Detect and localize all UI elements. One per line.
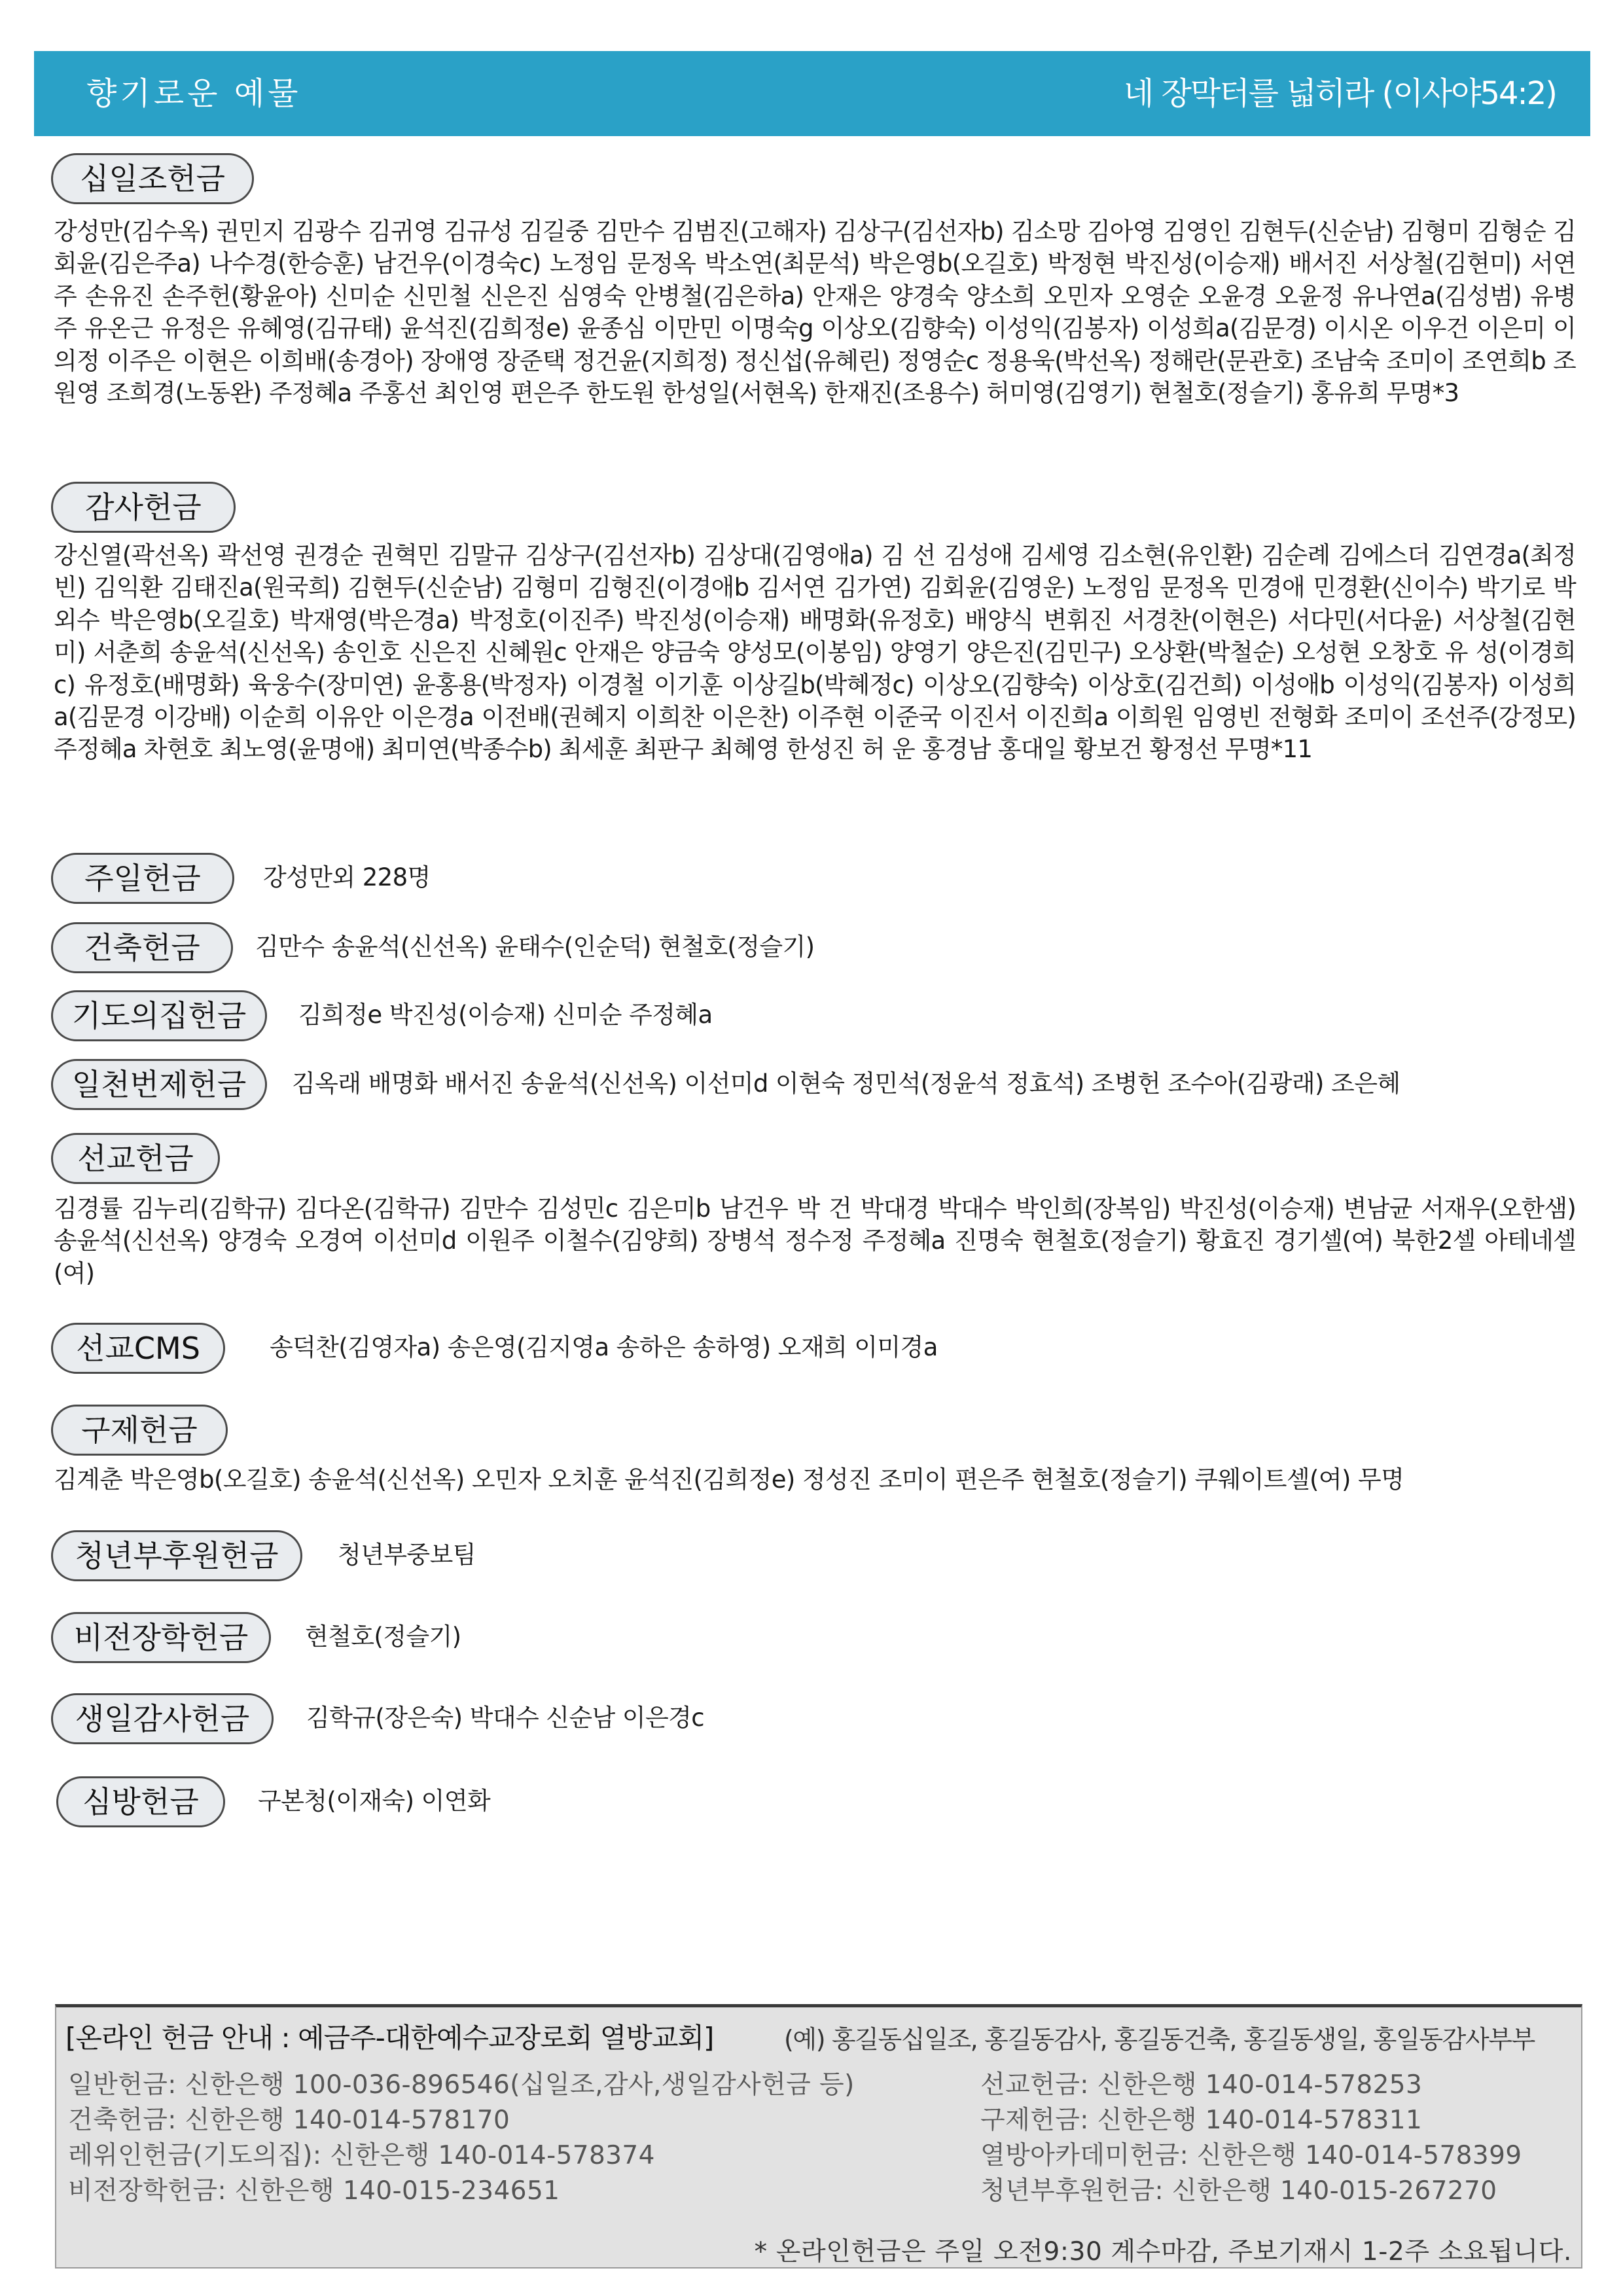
account-building: 건축헌금: 신한은행 140-014-578170 [68, 2106, 510, 2135]
vision-label: 비전장학헌금 [51, 1612, 271, 1663]
online-offering-title: [온라인 헌금 안내 : 예금주-대한예수교장로회 열방교회] [65, 2022, 714, 2054]
header-bar [34, 51, 1590, 136]
visit-names: 구본청(이재숙) 이연화 [258, 1787, 491, 1815]
youth-names: 청년부중보팀 [338, 1541, 476, 1569]
relief-label: 구제헌금 [51, 1405, 228, 1456]
mission-cms-label: 선교CMS [51, 1323, 225, 1374]
mission-cms-names: 송덕찬(김영자a) 송은영(김지영a 송하은 송하영) 오재희 이미경a [270, 1333, 938, 1361]
account-mission: 선교헌금: 신한은행 140-014-578253 [980, 2070, 1423, 2100]
youth-label: 청년부후원헌금 [51, 1530, 302, 1581]
tithe-label: 십일조헌금 [51, 153, 254, 204]
account-relief: 구제헌금: 신한은행 140-014-578311 [980, 2106, 1423, 2135]
sunday-label: 주일헌금 [51, 853, 234, 904]
account-academy: 열방아카데미헌금: 신한은행 140-014-578399 [980, 2141, 1522, 2170]
tithe-names: 강성만(김수옥) 권민지 김광수 김귀영 김규성 김길중 김만수 김범진(고해자) 김상구(김선자b) 김소망 김아영 김영인 김현두(신순남) 김형미 김형순 김회윤(김은주a) 나수경(한승훈) 남건우(이경숙c) 노정임 문정옥 박소연(최문석) 박은영b(오길호) 박정현 박진성(이승재) 배서진 서상철(김현미) 서연주 손유진 손주헌(황윤아) 신미순 신민철 신은진 심영숙 안병철(김은하a) 안재은 양경숙 양소희 오민자 오영순 오윤경 오윤정 유나연a(김성범) 유병주 유온근 유정은 유혜영(김규태) 윤석진(김희정e) 윤종심 이만민 이명숙g 이상오(김향숙) 이성익(김봉자) 이성희a(김문경) 이시온 이우건 이은미 이의정 이주은 이현은 이희배(송경아) 장애영 장준택 정건윤(지희정) 정신섭(유혜린) 정영순c 정용욱(박선옥) 정해란(문관호) 조남숙 조미이 조연희b 조원영 조희경(노동완) 주정혜a 주홍선 최인영 편은주 한도원 한성일(서현옥) 한재진(조용수) 허미영(김영기) 현철호(정슬기) 홍유희 무명*3 [54, 217, 1576, 408]
mission-label: 선교헌금 [51, 1133, 220, 1184]
thanks-names: 강신열(곽선옥) 곽선영 권경순 권혁민 김말규 김상구(김선자b) 김상대(김영애a) 김 선 김성애 김세영 김소현(유인환) 김순례 김에스더 김연경a(최정빈) 김익환 김태진a(원국희) 김현두(신순남) 김형미 김형진(이경애b 김서연 김가연) 김회윤(김영운) 노정임 문정옥 민경애 민경환(신이수) 박기로 박외수 박은영b(오길호) 박재영(박은경a) 박정호(이진주) 박진성(이승재) 배명화(유정호) 배양식 변휘진 서경찬(이현은) 서다민(서다윤) 서상철(김현미) 서춘희 송윤석(신선옥) 송인호 신은진 신혜원c 안재은 양금숙 양성모(이봉임) 양영기 양은진(김민구) 오상환(박철순) 오성현 오창호 유 성(이경희c) 유정호(배명화) 육웅수(장미연) 윤홍용(박정자) 이경철 이기훈 이상길b(박혜정c) 이상오(김향숙) 이상호(김건희) 이성애b 이성익(김봉자) 이성희a(김문경 이강배) 이순희 이유안 이은경a 이전배(권혜지 이희찬 이은찬) 이주현 이준국 이진서 이진희a 이희원 임영빈 전형화 조미이 조선주(강정모) 주정혜a 차현호 최노영(윤명애) 최미연(박종수b) 최세훈 최판구 최혜영 한성진 허 운 홍경남 홍대일 황보건 황정선 무명*11 [54, 541, 1576, 764]
prayer-house-label: 기도의집헌금 [51, 990, 267, 1041]
account-general: 일반헌금: 신한은행 100-036-896546(십일조,감사,생일감사헌금 등) [68, 2070, 855, 2100]
mission-names: 김경률 김누리(김학규) 김다온(김학규) 김만수 김성민c 김은미b 남건우 박 건 박대경 박대수 박인희(장복임) 박진성(이승재) 변남균 서재우(오한샘) 송윤석(신선옥) 양경숙 오경여 이선미d 이원주 이철수(김양희) 장병석 정수정 주정혜a 진명숙 현철호(정슬기) 황효진 경기셀(여) 북한2셀 아테네셀(여) [54, 1194, 1576, 1287]
account-youth: 청년부후원헌금: 신한은행 140-015-267270 [980, 2176, 1497, 2206]
header-title: 향기로운 예물 [86, 75, 302, 112]
visit-label: 심방헌금 [56, 1776, 225, 1827]
birthday-label: 생일감사헌금 [51, 1693, 274, 1744]
birthday-names: 김학규(장은숙) 박대수 신순남 이은경c [306, 1704, 705, 1732]
online-offering-info [55, 2004, 1582, 2269]
ilcheon-label: 일천번제헌금 [51, 1059, 267, 1110]
building-label: 건축헌금 [51, 922, 233, 973]
account-vision: 비전장학헌금: 신한은행 140-015-234651 [68, 2176, 560, 2206]
ilcheon-names: 김옥래 배명화 배서진 송윤석(신선옥) 이선미d 이현숙 정민석(정윤석 정효석) 조병헌 조수아(김광래) 조은혜 [292, 1069, 1400, 1098]
relief-names: 김계춘 박은영b(오길호) 송윤석(신선옥) 오민자 오치훈 윤석진(김희정e) 정성진 조미이 편은주 현철호(정슬기) 쿠웨이트셀(여) 무명 [54, 1465, 1404, 1494]
account-levite: 레위인헌금(기도의집): 신한은행 140-014-578374 [68, 2141, 655, 2170]
sunday-names: 강성만외 228명 [263, 863, 431, 891]
building-names: 김만수 송윤석(신선옥) 윤태수(인순덕) 현철호(정슬기) [255, 933, 815, 961]
prayer-house-names: 김희정e 박진성(이승재) 신미순 주정혜a [298, 1001, 713, 1029]
online-offering-example: (예) 홍길동십일조, 홍길동감사, 홍길동건축, 홍길동생일, 홍일동감사부부 [784, 2025, 1535, 2054]
online-offering-deadline-note: * 온라인헌금은 주일 오전9:30 계수마감, 주보기재시 1-2주 소요됩니다. [754, 2237, 1572, 2267]
vision-names: 현철호(정슬기) [305, 1623, 461, 1651]
thanks-label: 감사헌금 [51, 482, 236, 533]
header-verse: 네 장막터를 넓히라 (이사야54:2) [1123, 75, 1556, 112]
